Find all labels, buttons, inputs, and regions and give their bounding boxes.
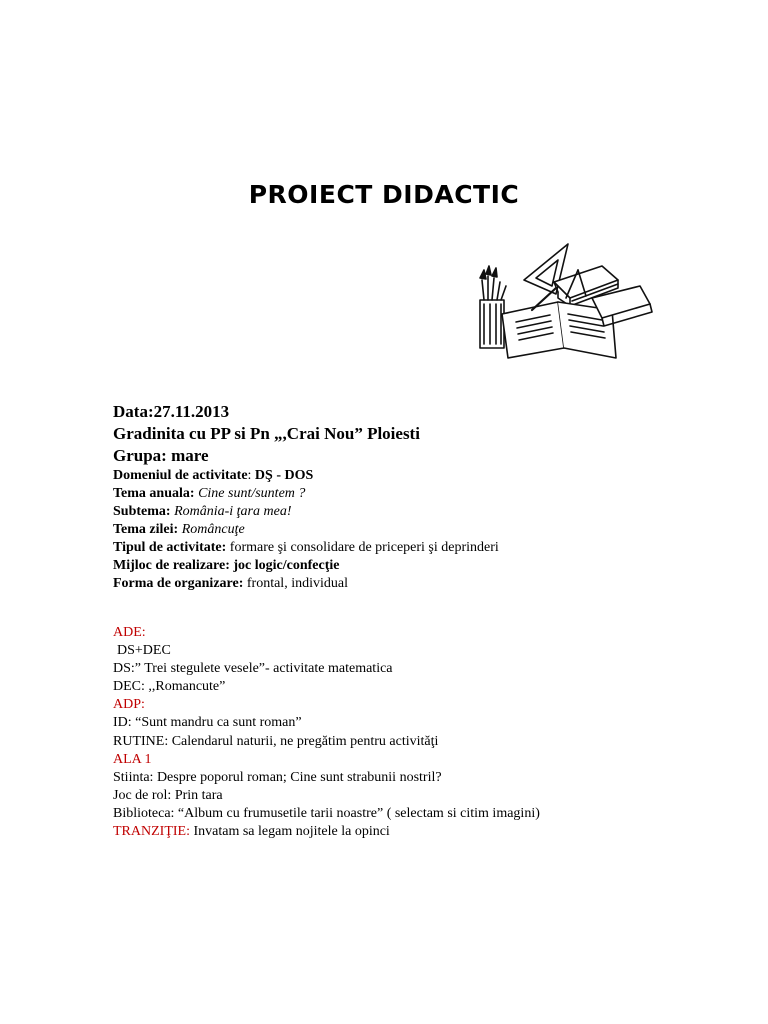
field-value: formare şi consolidare de priceperi şi deprinderi xyxy=(226,540,499,555)
date: Data:27.11.2013 xyxy=(113,402,230,421)
group: Grupa: mare xyxy=(113,446,209,465)
field-domain xyxy=(113,467,713,485)
page-title: PROIECT DIDACTIC xyxy=(248,180,520,209)
desk-supplies-icon xyxy=(472,240,656,366)
field-label: Forma de organizare: xyxy=(113,576,244,591)
field-sep: : xyxy=(247,468,255,483)
field-label: Tipul de activitate: xyxy=(113,540,227,555)
line-tranzitie xyxy=(113,823,733,841)
activity-plan xyxy=(113,624,733,841)
project-metadata xyxy=(113,401,713,593)
line-ds: DS:” Trei stegulete vesele”- activitate matematica xyxy=(113,661,393,677)
field-annual-theme xyxy=(113,485,713,503)
field-activity-type xyxy=(113,539,713,557)
field-subtheme xyxy=(113,503,713,521)
line-ds-dec: DS+DEC xyxy=(117,643,171,659)
field-value: joc logic/confecţie xyxy=(229,558,340,573)
field-label: Domeniul de activitate xyxy=(113,468,248,483)
line-biblioteca: Biblioteca: “Album cu frumusetile tarii noastre” ( selectam si citim imagini) xyxy=(113,805,540,821)
line-dec: DEC: ,,Romancute” xyxy=(113,679,226,695)
field-organization xyxy=(113,575,713,593)
field-day-theme xyxy=(113,521,713,539)
field-means xyxy=(113,557,713,575)
field-label: Tema zilei: xyxy=(113,522,179,537)
section-ade: ADE: xyxy=(113,625,146,640)
line-stiinta: Stiinta: Despre poporul roman; Cine sunt strabunii nostril? xyxy=(113,769,442,785)
field-value: Româncuţe xyxy=(178,522,245,537)
section-tranzitie: TRANZIŢIE: xyxy=(113,824,190,840)
field-value: România-i ţara mea! xyxy=(170,504,292,519)
field-value: DŞ - DOS xyxy=(254,468,314,483)
field-value: frontal, individual xyxy=(243,576,348,591)
school-name: Gradinita cu PP si Pn „,Crai Nou” Ploiesti xyxy=(113,424,420,443)
section-adp: ADP: xyxy=(113,697,145,713)
field-label: Tema anuala: xyxy=(113,486,195,501)
line-joc: Joc de rol: Prin tara xyxy=(113,787,223,803)
section-ala: ALA 1 xyxy=(113,751,152,767)
field-value: Cine sunt/suntem ? xyxy=(194,486,306,501)
tranzitie-text: Invatam sa legam nojitele la opinci xyxy=(189,824,390,840)
line-id: ID: “Sunt mandru ca sunt roman” xyxy=(113,715,302,731)
field-label: Mijloc de realizare: xyxy=(113,558,230,573)
field-label: Subtema: xyxy=(113,504,171,519)
line-rutine: RUTINE: Calendarul naturii, ne pregătim pentru activităţi xyxy=(113,733,439,749)
